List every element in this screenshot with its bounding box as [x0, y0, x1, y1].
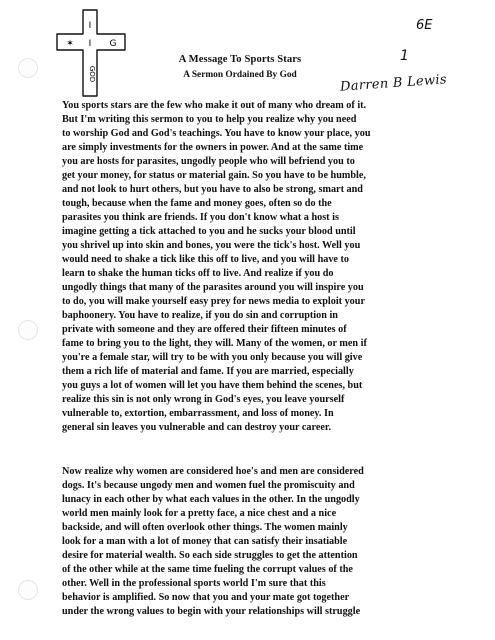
text-line: ungodly things that many of the parasites around you will inspire you [62, 282, 364, 293]
cross-letter: G [109, 39, 117, 49]
text-line: private with someone and they are offered their fifteen minutes of [62, 324, 347, 335]
text-line: vulnerable to, extortion, embarrassment, and loss of money. In [62, 408, 334, 419]
text-line: of the other while at the same time fueling the corrupt values of the [62, 564, 353, 575]
text-line: lunacy in each other by what each values in the other. In the ungodly [62, 494, 360, 505]
binder-hole [18, 320, 38, 340]
text-line: and not look to hurt others, but you have to also be strong, smart and [62, 184, 363, 195]
cross-word-god: GOD [88, 65, 96, 83]
text-line: But I'm writing this sermon to you to help you realize why you need [62, 114, 357, 125]
text-line: dogs. It's because ungody men and women fuel the promiscuity and [62, 480, 355, 491]
paragraph-1 [62, 99, 457, 435]
text-line: general sin leaves you vulnerable and can destroy your career. [62, 422, 332, 433]
text-line: to worship God and God's teachings. You have to know your place, you [62, 128, 371, 139]
paragraph-2 [62, 465, 457, 619]
author-signature: Darren B Lewis [339, 72, 448, 95]
text-line: You sports stars are the few who make it out of many who dream of it. [62, 100, 367, 111]
text-line: parasites you think are friends. If you don't know what a host is [62, 212, 339, 223]
text-line: other. Well in the professional sports world I'm sure that this [62, 578, 326, 589]
cross-letter: I [88, 21, 92, 31]
cross-icon [55, 8, 127, 98]
text-line: learn to shake the human ticks off to live. And realize if you do [62, 268, 334, 279]
text-line: you're a female star, will try to be with you only because you will give [62, 352, 363, 363]
text-line: fame to bring you to the light, they will. Many of the women, or men if [62, 338, 367, 349]
text-line: them a rich life of material and fame. If you are married, especially [62, 366, 354, 377]
page-subtitle: A Sermon Ordained By God [183, 70, 297, 80]
text-line: backside, and will often overlook other things. The women mainly [62, 522, 348, 533]
page-title: A Message To Sports Stars [178, 54, 302, 65]
text-line: get your money, for status or material gain. So you have to be humble, [62, 170, 366, 181]
text-line: under the wrong values to begin with your relationships will struggle [62, 606, 361, 617]
text-line: imagine getting a tick attached to you and he sucks your blood until [62, 226, 356, 237]
text-line: you shrivel up into skin and bones, you were the tick's host. Well you [62, 240, 361, 251]
handwritten-page-number: 1 [400, 48, 409, 64]
binder-hole [18, 580, 38, 600]
cross-star-icon: ✶ [66, 39, 74, 49]
text-line: you guys a lot of women will let you have them behind the scenes, but [62, 380, 363, 391]
text-line: look for a man with a lot of money that can satisfy their insatiable [62, 536, 348, 547]
text-line: are simply investments for the owners in power. And at the same time [62, 142, 364, 153]
binder-hole [18, 58, 38, 78]
text-line: tough, because when the fame and money goes, often so do the [62, 198, 332, 209]
text-line: to do, you will make yourself easy prey for news media to exploit your [62, 296, 365, 307]
text-line: you are hosts for parasites, ungodly people who will befriend you to [62, 156, 355, 167]
handwritten-code: 6E [416, 18, 433, 33]
text-line: desire for material wealth. So each side struggles to get the attention [62, 550, 358, 561]
text-line: behavior is amplified. So now that you and your mate got together [62, 592, 350, 603]
cross-letter: I [88, 39, 92, 49]
text-line: Now realize why women are considered hoe's and men are considered [62, 466, 364, 477]
text-line: realize this sin is not only wrong in God's eyes, you leave yourself [62, 394, 345, 405]
text-line: would need to shake a tick like this off to live, and you will have to [62, 254, 349, 265]
text-line: baphoonery. You have to realize, if you do sin and corruption in [62, 310, 338, 321]
text-line: world men mainly look for a pretty face, a nice chest and a nice [62, 508, 337, 519]
